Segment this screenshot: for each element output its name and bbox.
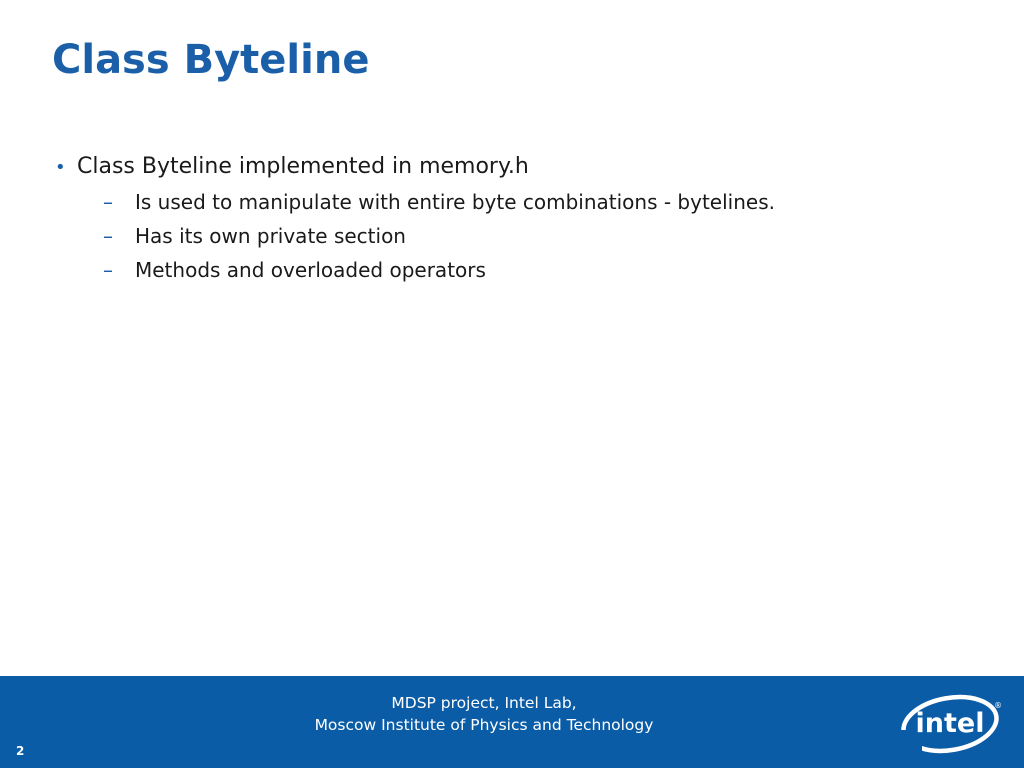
dash-icon: – [103,224,113,248]
footer-line-1: MDSP project, Intel Lab, [391,694,577,712]
dash-icon: – [103,190,113,214]
bullet-dot-icon: • [55,157,66,178]
footer-caption [0,692,968,736]
sub-bullet-item [103,185,995,219]
bullet-text: Class Byteline implemented in memory.h [77,154,529,179]
slide-content [55,150,995,287]
dash-icon: – [103,258,113,282]
logo-registered-mark: ® [994,701,1002,710]
bullet-item [55,150,995,185]
intel-logo-icon [896,686,1006,756]
sub-bullet-text: Has its own private section [135,224,406,248]
sub-bullet-item [103,219,995,253]
page-number: 2 [16,744,25,758]
sub-bullet-item [103,253,995,287]
footer-bar [0,676,1024,768]
logo-wordmark: intel [915,708,985,739]
footer-line-2: Moscow Institute of Physics and Technology [314,716,654,734]
sub-bullet-text: Methods and overloaded operators [135,258,486,282]
sub-bullet-text: Is used to manipulate with entire byte combinations - bytelines. [135,190,775,214]
slide-title: Class Byteline [52,37,370,83]
